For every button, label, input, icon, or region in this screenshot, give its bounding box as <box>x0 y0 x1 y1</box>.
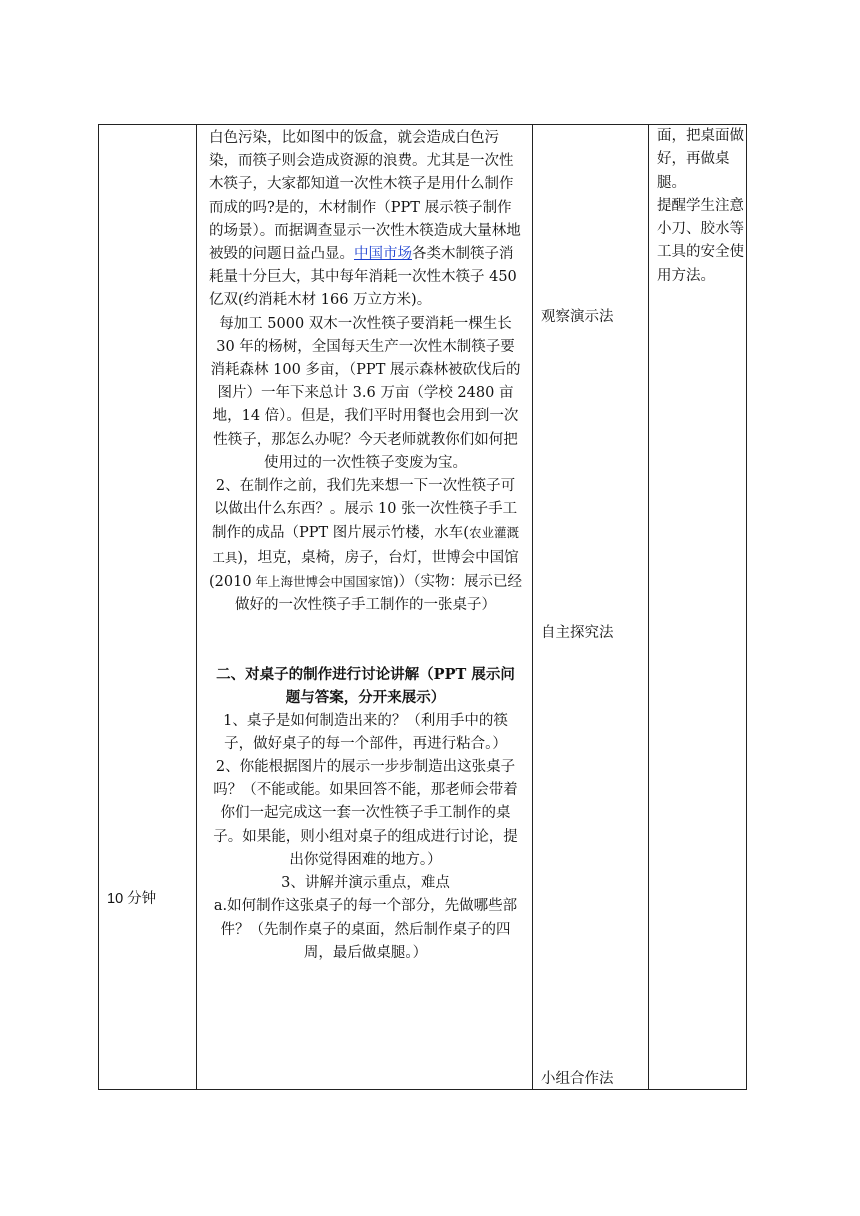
china-market-link[interactable]: 中国市场 <box>354 246 412 263</box>
note-text: 面，把桌面做好，再做桌腿。 <box>657 128 744 191</box>
table-row <box>99 125 747 1090</box>
content-body <box>197 125 532 965</box>
time-label: 10 分钟 <box>107 891 157 907</box>
safety-reminder: 提醒学生注意小刀、胶水等工具的安全使用方法。 <box>657 197 744 284</box>
question-2: 2、你能根据图片的展示一步步制造出这张桌子吗？（不能或能。如果回答不能，那老师会带着你们一起完成这一套一次性筷子手工制作的桌子。如果能，则小组对桌子的组成进行讨论，提出你觉得困难的地方。） <box>213 759 518 868</box>
section-heading: 二、对桌子的制作进行讨论讲解（PPT 展示问题与答案，分开来展示） <box>216 666 515 707</box>
time-cell <box>99 125 197 1090</box>
paragraph-forest: 每加工 5000 双木一次性筷子要消耗一棵生长 30 年的杨树，全国每天生产一次性木制筷子要消耗森林 100 多亩，（PPT 展示森林被砍伐后的图片）一年下来总计 3.6 万亩（学校 2480 亩地，14 倍）。但是，我们平时用餐也会用到一次性筷子，那怎么办呢？今天老师就教你们如何把使用过的一次性筷子变废为宝。 <box>210 315 521 471</box>
question-1: 1、桌子是如何制造出来的？（利用手中的筷子，做好桌子的每一个部件，再进行粘合。） <box>223 712 508 752</box>
method-group-work: 小组合作法 <box>541 1071 614 1087</box>
question-3: 3、讲解并演示重点，难点 <box>281 875 450 892</box>
notes-cell <box>649 125 747 1090</box>
paragraph-pollution: 白色污染，比如图中的饭盒，就会造成白色污染，而筷子则会造成资源的浪费。尤其是一次性木筷子，大家都知道一次性木筷子是用什么制作而成的吗?是的，木材制作（PPT 展示筷子制作的场景）。而据调查显示一次性木筷造成大量林地被毁的问题日益凸显。中国市场各类木制筷子消耗量十分巨大，其中每年消耗一次性木筷子 450 亿双(约消耗木材 166 万立方米)。 <box>209 130 521 309</box>
method-cell <box>533 125 649 1090</box>
lesson-plan-table <box>98 124 747 1090</box>
question-a: a.如何制作这张桌子的每一个部分，先做哪些部件？（先制作桌子的桌面，然后制作桌子的四周，最后做桌腿。） <box>213 898 518 961</box>
notes-body <box>649 125 746 288</box>
content-cell <box>197 125 533 1090</box>
spacer <box>209 617 522 663</box>
method-observe-demo: 观察演示法 <box>541 309 614 325</box>
method-self-explore: 自主探究法 <box>541 625 614 641</box>
paragraph-products: 2、在制作之前，我们先来想一下一次性筷子可以做出什么东西？。展示 10 张一次性筷子手工制作的成品（PPT 图片展示竹楼，水车(农业灌溉工具)，坦克，桌椅，房子，台灯，世博会中国馆(2010 年上海世博会中国国家馆)）（实物：展示已经做好的一次性筷子手工制作的一张桌子） <box>209 478 522 614</box>
